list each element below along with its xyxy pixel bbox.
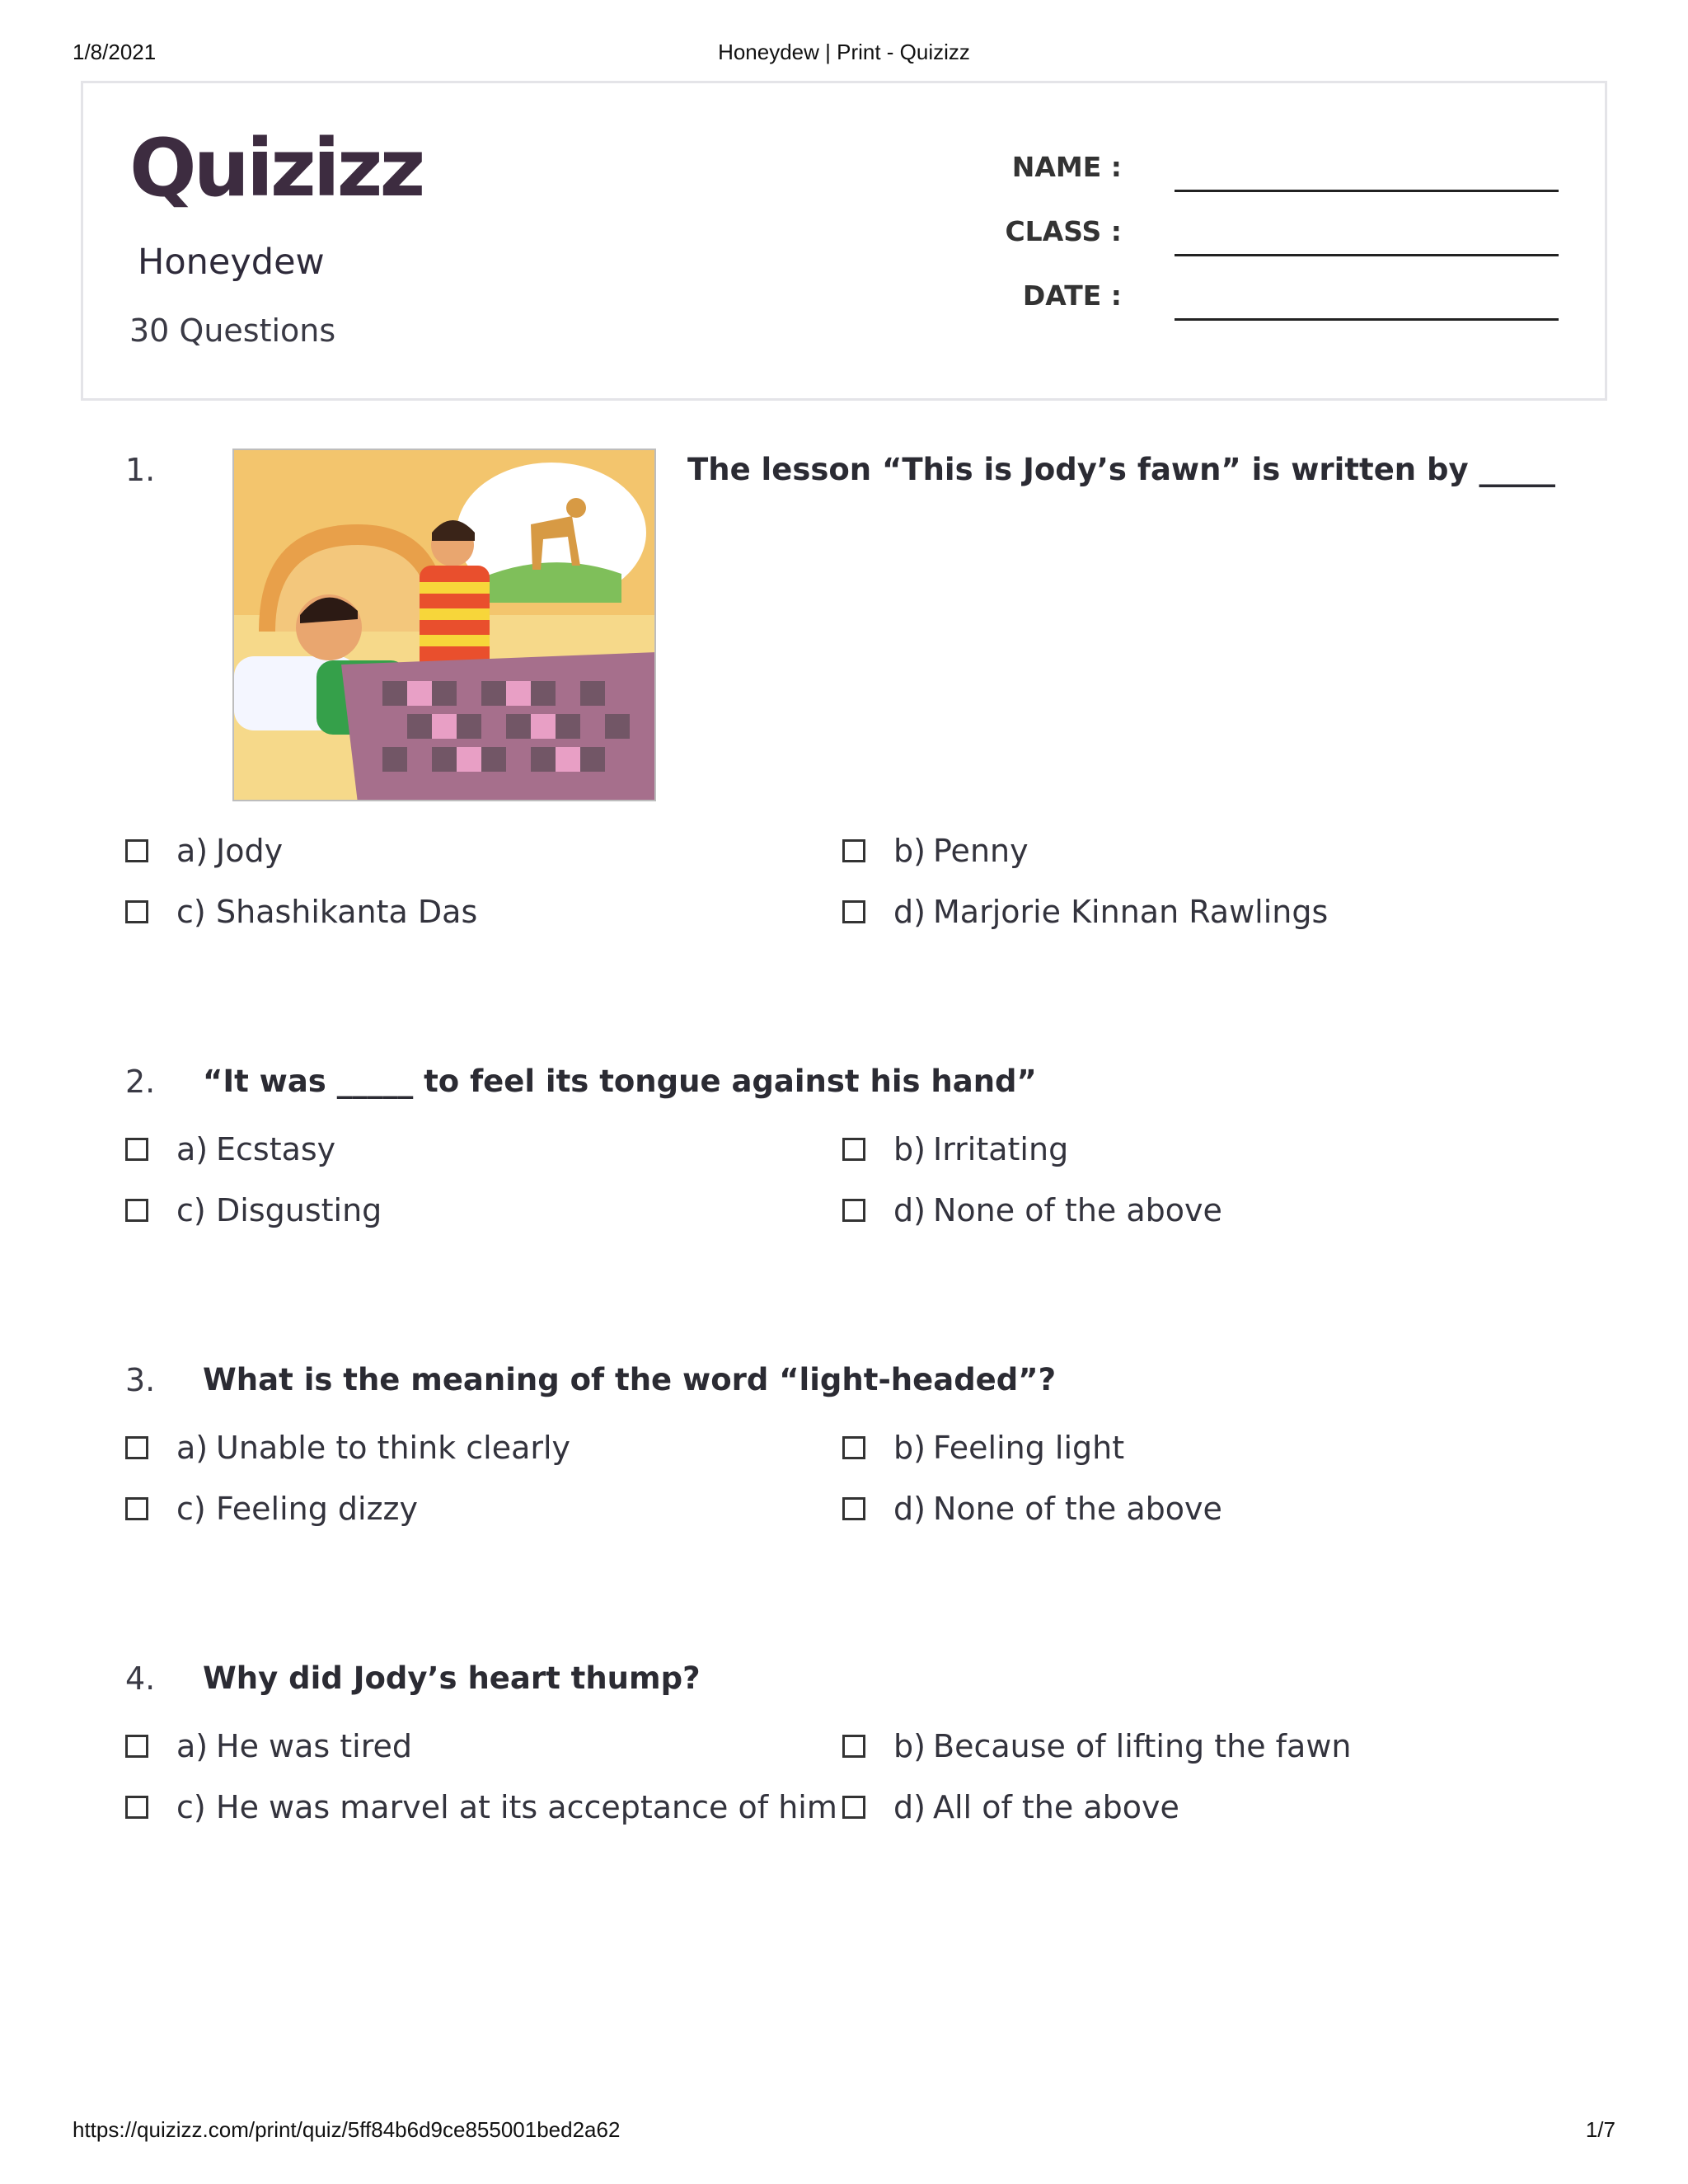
- print-header: [73, 40, 1615, 68]
- question-number: 4.: [125, 1660, 156, 1697]
- date-field[interactable]: [965, 279, 1559, 321]
- date-label: DATE :: [1022, 279, 1122, 312]
- class-field[interactable]: [965, 215, 1559, 256]
- option-letter: a): [176, 833, 209, 869]
- checkbox[interactable]: [125, 839, 148, 862]
- date-line[interactable]: [1175, 318, 1559, 321]
- option-letter: b): [893, 1728, 926, 1764]
- option-letter: a): [176, 1131, 209, 1167]
- option-text: All of the above: [933, 1789, 1179, 1825]
- checkbox[interactable]: [125, 1138, 148, 1161]
- quiz-header-card: [81, 81, 1607, 401]
- print-title: Honeydew | Print - Quizizz: [718, 40, 970, 64]
- option-text: Shashikanta Das: [216, 894, 478, 930]
- checkbox[interactable]: [842, 1497, 865, 1520]
- checkbox[interactable]: [125, 900, 148, 923]
- option-text: Ecstasy: [216, 1131, 336, 1167]
- svg-text:Quizizz: Quizizz: [129, 124, 423, 210]
- option-letter: b): [893, 833, 926, 869]
- checkbox[interactable]: [842, 1199, 865, 1222]
- option-letter: c): [176, 1192, 206, 1228]
- checkbox[interactable]: [125, 1796, 148, 1819]
- question-number: 2.: [125, 1064, 156, 1100]
- question-number: 3.: [125, 1362, 156, 1398]
- option-text: He was marvel at its acceptance of him: [216, 1789, 837, 1825]
- quizizz-logo: [129, 124, 426, 210]
- option-letter: c): [176, 1491, 206, 1527]
- checkbox[interactable]: [125, 1436, 148, 1459]
- option-letter: d): [893, 1192, 926, 1228]
- option-text: None of the above: [933, 1192, 1222, 1228]
- option-letter: a): [176, 1728, 209, 1764]
- name-label: NAME :: [1011, 151, 1122, 183]
- option-letter: c): [176, 1789, 206, 1825]
- option-text: He was tired: [216, 1728, 413, 1764]
- checkbox[interactable]: [842, 1436, 865, 1459]
- illustration-image: [234, 450, 656, 801]
- option-text: Feeling dizzy: [216, 1491, 418, 1527]
- question-text: “It was _____ to feel its tongue against his hand”: [203, 1064, 1037, 1099]
- question-count: 30 Questions: [129, 312, 336, 349]
- question-number: 1.: [125, 452, 156, 488]
- option-text: Feeling light: [933, 1430, 1125, 1466]
- option-text: Disgusting: [216, 1192, 382, 1228]
- question-text: Why did Jody’s heart thump?: [203, 1660, 701, 1696]
- option-letter: c): [176, 894, 206, 930]
- name-field[interactable]: [965, 151, 1559, 192]
- print-date: 1/8/2021: [73, 40, 157, 64]
- option-letter: b): [893, 1430, 926, 1466]
- checkbox[interactable]: [842, 900, 865, 923]
- question-text: The lesson “This is Jody’s fawn” is written by _____: [687, 452, 1556, 487]
- option-letter: b): [893, 1131, 926, 1167]
- option-letter: d): [893, 894, 926, 930]
- checkbox[interactable]: [125, 1199, 148, 1222]
- question-text: What is the meaning of the word “light-headed”?: [203, 1362, 1057, 1397]
- checkbox[interactable]: [125, 1497, 148, 1520]
- option-letter: d): [893, 1491, 926, 1527]
- checkbox[interactable]: [125, 1735, 148, 1758]
- option-text: Penny: [933, 833, 1029, 869]
- checkbox[interactable]: [842, 1138, 865, 1161]
- question-illustration: [232, 449, 656, 801]
- class-line[interactable]: [1175, 254, 1559, 256]
- name-line[interactable]: [1175, 190, 1559, 192]
- option-text: Because of lifting the fawn: [933, 1728, 1352, 1764]
- option-letter: d): [893, 1789, 926, 1825]
- option-letter: a): [176, 1430, 209, 1466]
- checkbox[interactable]: [842, 1796, 865, 1819]
- checkbox[interactable]: [842, 839, 865, 862]
- option-text: None of the above: [933, 1491, 1222, 1527]
- option-text: Jody: [216, 833, 284, 869]
- quiz-title: Honeydew: [138, 242, 325, 283]
- option-text: Irritating: [933, 1131, 1069, 1167]
- page-number: 1/7: [1585, 2117, 1615, 2142]
- checkbox[interactable]: [842, 1735, 865, 1758]
- option-text: Marjorie Kinnan Rawlings: [933, 894, 1329, 930]
- option-text: Unable to think clearly: [216, 1430, 571, 1466]
- print-url: https://quizizz.com/print/quiz/5ff84b6d9ce855001bed2a62: [73, 2117, 621, 2142]
- class-label: CLASS :: [1005, 215, 1122, 247]
